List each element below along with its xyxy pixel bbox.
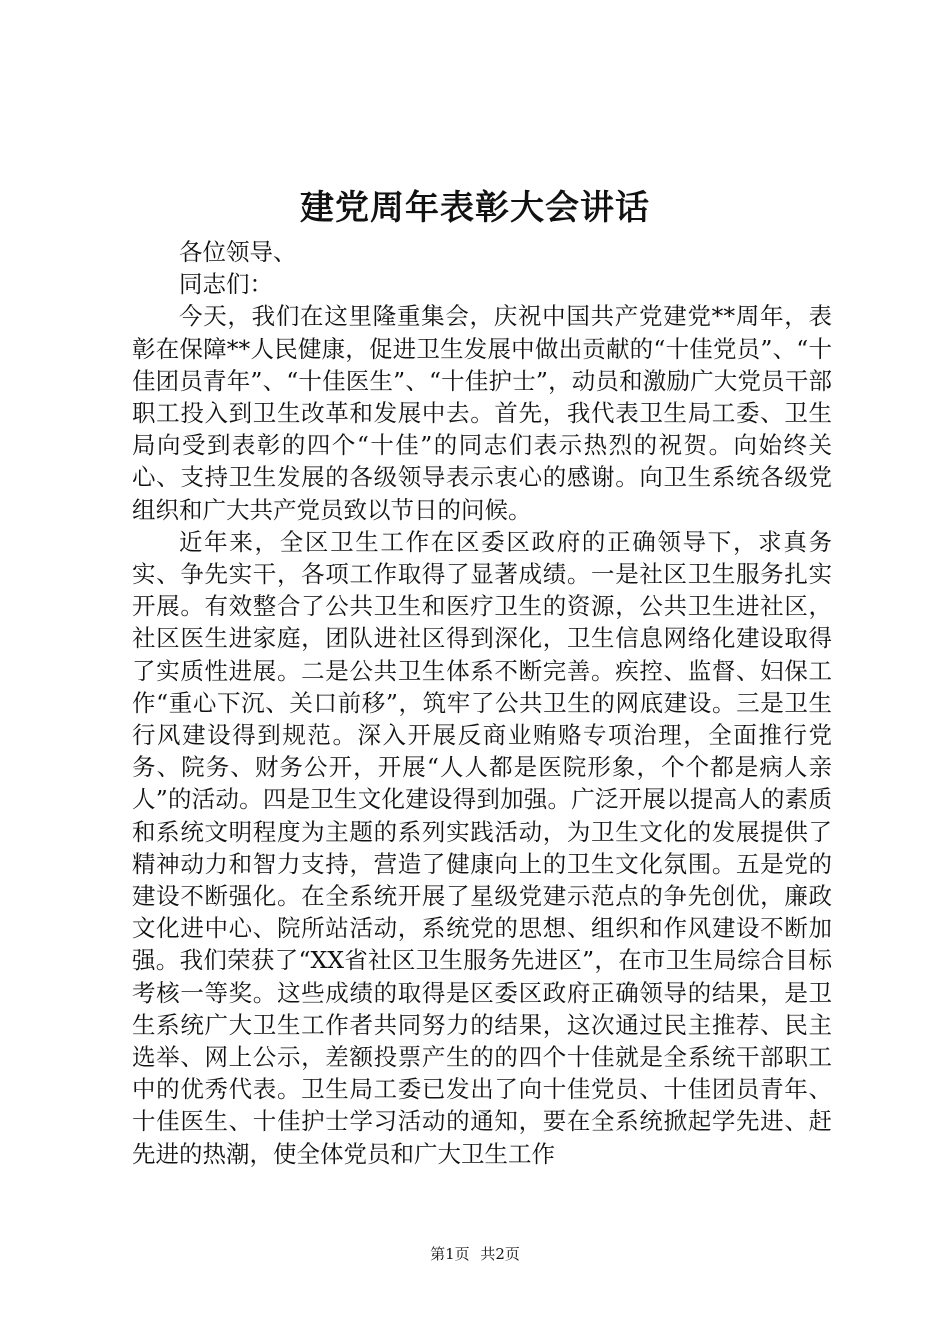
page-footer bbox=[0, 1243, 950, 1265]
document-title: 建党周年表彰大会讲话 bbox=[300, 188, 650, 228]
page-number-total: 共2页 bbox=[480, 1245, 520, 1263]
paragraph-achievements: 近年来，全区卫生工作在区委区政府的正确领导下，求真务实、争先实干，各项工作取得了显著成绩。一是社区卫生服务扎实开展。有效整合了公共卫生和医疗卫生的资源，公共卫生进社区，社区医生进家庭，团队进社区得到深化，卫生信息网络化建设取得了实质性进展。二是公共卫生体系不断完善。疾控、监督、妇保工作“重心下沉、关口前移”，筑牢了公共卫生的网底建设。三是卫生行风建设得到规范。深入开展反商业贿赂专项治理，全面推行党务、院务、财务公开，开展“人人都是医院形象，个个都是病人亲人”的活动。四是卫生文化建设得到加强。广泛开展以提高人的素质和系统文明程度为主题的系列实践活动，为卫生文化的发展提供了精神动力和智力支持，营造了健康向上的卫生文化氛围。五是党的建设不断强化。在全系统开展了星级党建示范点的争先创优，廉政文化进中心、院所站活动，系统党的思想、组织和作风建设不断加强。我们荣获了“XX省社区卫生服务先进区”，在市卫生局综合目标考核一等奖。这些成绩的取得是区委区政府正确领导的结果，是卫生系统广大卫生工作者共同努力的结果，这次通过民主推荐、民主选举、网上公示，差额投票产生的的四个十佳就是全系统干部职工中的优秀代表。卫生局工委已发出了向十佳党员、十佳团员青年、十佳医生、十佳护士学习活动的通知，要在全系统掀起学先进、赶先进的热潮，使全体党员和广大卫生工作 bbox=[132, 527, 832, 1168]
page-number-current: 第1页 bbox=[430, 1245, 470, 1263]
document-body bbox=[132, 236, 832, 1170]
salutation-leaders: 各位领导、 bbox=[179, 238, 297, 266]
paragraph-opening: 今天，我们在这里隆重集会，庆祝中国共产党建党**周年，表彰在保障**人民健康，促进卫生发展中做出贡献的“十佳党员”、“十佳团员青年”、“十佳医生”、“十佳护士”，动员和激励广大党员干部职工投入到卫生改革和发展中去。首先，我代表卫生局工委、卫生局向受到表彰的四个“十佳”的同志们表示热烈的祝贺。向始终关心、支持卫生发展的各级领导表示衷心的感谢。向卫生系统各级党组织和广大共产党员致以节日的问候。 bbox=[132, 302, 832, 524]
salutation-comrades: 同志们： bbox=[179, 270, 273, 299]
